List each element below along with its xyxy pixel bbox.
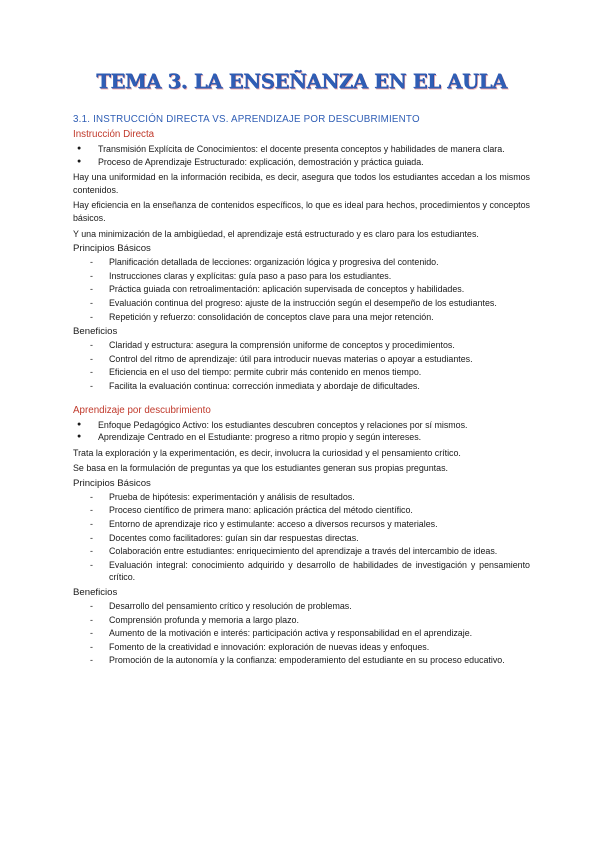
principios-heading: Principios Básicos xyxy=(73,477,151,489)
list-item: ● Proceso de Aprendizaje Estructurado: explicación, demostración y práctica guiada. xyxy=(77,156,530,169)
list-item: - Desarrollo del pensamiento crítico y resolución de problemas. xyxy=(73,600,530,613)
list-item: - Planificación detallada de lecciones: organización lógica y progresiva del contenido. xyxy=(73,256,530,269)
principios-heading: Principios Básicos xyxy=(73,243,151,255)
list-item: - Control del ritmo de aprendizaje: útil para introducir nuevas materias o apoyar a estudiantes. xyxy=(73,353,530,366)
list-item: - Docentes como facilitadores: guían sin dar respuestas directas. xyxy=(73,532,530,545)
list-item: - Práctica guiada con retroalimentación: aplicación supervisada de conceptos y habilidades. xyxy=(73,283,530,296)
list-item: - Eficiencia en el uso del tiempo: permite cubrir más contenido en menos tiempo. xyxy=(73,366,530,379)
list-item: - Fomento de la creatividad e innovación: exploración de nuevas ideas y enfoques. xyxy=(73,641,530,654)
list-item: - Colaboración entre estudiantes: enriquecimiento del aprendizaje a través del intercambio de ideas. xyxy=(73,545,530,558)
paragraph: Hay eficiencia en la enseñanza de contenidos específicos, lo que es ideal para hechos, procedimientos y conceptos básicos. xyxy=(73,200,530,223)
list-item: - Aumento de la motivación e interés: participación activa y responsabilidad en el aprendizaje. xyxy=(73,627,530,640)
list-item: - Proceso científico de primera mano: aplicación práctica del método científico. xyxy=(73,504,530,517)
beneficios-heading: Beneficios xyxy=(73,326,118,338)
list-item: - Evaluación integral: conocimiento adquirido y desarrollo de habilidades de investigación y pensamiento crítico. xyxy=(73,559,530,584)
list-item: - Repetición y refuerzo: consolidación de conceptos clave para una mejor retención. xyxy=(73,311,530,324)
instruccion-bullet-list xyxy=(73,143,530,168)
page-title: TEMA 3. LA ENSEÑANZA EN EL AULA xyxy=(96,70,507,93)
descubrimiento-principios-list xyxy=(73,491,530,584)
list-item: ● Enfoque Pedagógico Activo: los estudiantes descubren conceptos y relaciones por sí mismos. xyxy=(77,419,530,432)
list-item: - Instrucciones claras y explícitas: guía paso a paso para los estudiantes. xyxy=(73,270,530,283)
list-item: - Facilita la evaluación continua: corrección inmediata y abordaje de dificultades. xyxy=(73,380,530,393)
instruccion-directa-heading: Instrucción Directa xyxy=(73,129,155,140)
instruccion-beneficios-list xyxy=(73,339,530,392)
list-item: - Claridad y estructura: asegura la comprensión uniforme de conceptos y procedimientos. xyxy=(73,339,530,352)
descubrimiento-bullet-list xyxy=(73,419,530,444)
list-item: - Promoción de la autonomía y la confianza: empoderamiento del estudiante en su proceso educativo. xyxy=(73,654,530,667)
instruccion-principios-list xyxy=(73,256,530,323)
list-item: - Evaluación continua del progreso: ajuste de la instrucción según el desempeño de los estudiantes. xyxy=(73,297,530,310)
beneficios-heading: Beneficios xyxy=(73,587,118,599)
list-item: ● Transmisión Explícita de Conocimientos: el docente presenta conceptos y habilidades de manera clara. xyxy=(77,143,530,156)
list-item: - Entorno de aprendizaje rico y estimulante: acceso a diversos recursos y materiales. xyxy=(73,518,530,531)
list-item: - Comprensión profunda y memoria a largo plazo. xyxy=(73,614,530,627)
paragraph: Hay una uniformidad en la información recibida, es decir, asegura que todos los estudiantes accedan a los mismos contenidos. xyxy=(73,172,530,195)
descubrimiento-beneficios-list xyxy=(73,600,530,667)
descubrimiento-heading: Aprendizaje por descubrimiento xyxy=(73,404,211,416)
paragraph: Se basa en la formulación de preguntas ya que los estudiantes generan sus propias preguntas. xyxy=(73,463,448,474)
section-heading: 3.1. INSTRUCCIÓN DIRECTA VS. APRENDIZAJE POR DESCUBRIMIENTO xyxy=(73,114,420,125)
paragraph: Y una minimización de la ambigüedad, el aprendizaje está estructurado y es claro para los estudiantes. xyxy=(73,228,479,239)
list-item: - Prueba de hipótesis: experimentación y análisis de resultados. xyxy=(73,491,530,504)
list-item: ● Aprendizaje Centrado en el Estudiante: progreso a ritmo propio y según intereses. xyxy=(77,431,530,444)
paragraph: Trata la exploración y la experimentación, es decir, involucra la curiosidad y el pensamiento crítico. xyxy=(73,447,461,458)
